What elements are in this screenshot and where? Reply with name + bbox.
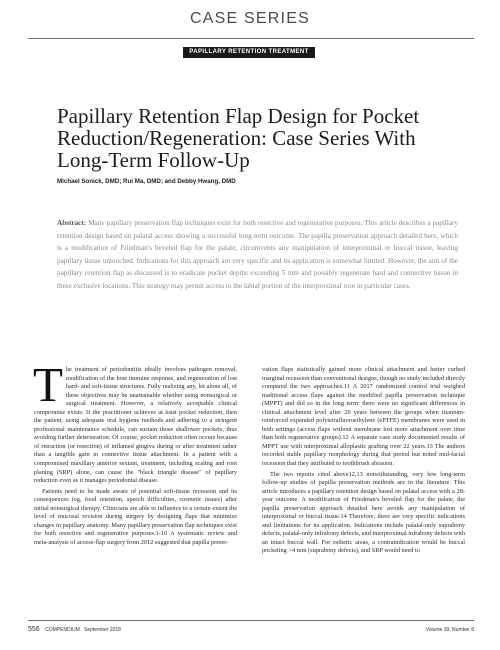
volume-number: Volume 39, Number 8 bbox=[425, 627, 474, 633]
body-paragraph: The two reports cited above12,13 notwithstanding, very few long-term follow-up studies of papilla preservation methods are in the literature. This article introduces a papillary retention design based on palatal access with a 28-year outcome. A modification of Friedman's beveled flap for the palate, the papilla preservation approach detailed here avoids any manipulation of interproximal or buccal tissue.14 Therefore, there are very specific indications and limitations for its application. Indications include palatal-only suprabony defects, palatal-only infrabony defects, and interproximal infrabony defects with an intact buccal wall. For esthetic areas, a contraindication would be buccal pocketing >4 mm (suprabony defects), and SRP would need to bbox=[262, 470, 465, 555]
journal-name: COMPENDIUM bbox=[45, 627, 80, 633]
footer-rule bbox=[28, 620, 474, 621]
page-number: 556 bbox=[28, 626, 40, 633]
body-paragraph bbox=[33, 357, 237, 486]
page-footer bbox=[28, 624, 474, 636]
header-rule bbox=[28, 38, 474, 39]
article-authors: Michael Sonick, DMD; Rui Ma, DMD; and Debby Hwang, DMD bbox=[57, 178, 236, 185]
article-title: Papillary Retention Flap Design for Pocket Reduction/Regeneration: Case Series With Long-Term Follow-Up bbox=[57, 104, 420, 172]
case-series-label: CASE SERIES bbox=[190, 10, 310, 27]
section-bar: PAPILLARY RETENTION TREATMENT bbox=[183, 47, 315, 58]
body-column-right bbox=[262, 366, 465, 558]
abstract-label: Abstract: bbox=[57, 219, 87, 227]
issue-date: September 2018 bbox=[83, 627, 121, 633]
body-text: he treatment of periodontitis ideally involves pathogen removal, modification of the host immune response, and regeneration of lost hard- and soft-tissue structures. Fully realizing any, let alone all, of these objectives may be unattainable whether using nonsurgical or surgical treatment. However, a relatively acceptable clinical compromise exists: If the practitioner achieves at least pocket reduction, then the patient, using adequate oral hygiene methods and adhering to a stringent professional maintenance schedule, can sustain those shallower pockets, thus avoiding further deterioration. Of course, pocket reduction often occurs because of retraction (or resection) of inflamed gingiva during or after treatment rather than a tangible gain in connective tissue attachment. In a patient with a compromised maxillary anterior sextant, treatment, including scaling and root planing (SRP) alone, can cause the "black triangle disease" of papillary reduction even as it manages periodontal disease. bbox=[34, 366, 237, 485]
body-paragraph: vation flaps statistically gained more clinical attachment and better curbed marginal recession than conventional designs, though no study included directly compared the two approaches.11 A 2017 randomized control trial weighed traditional access flaps against the modified papilla preservation technique (MPPT) and did so in the long term: there were no significant differences in clinical attachment level after 20 years between the groups when titanium-reinforced expanded polytetrafluoroethylene (ePTFE) membranes were used in both settings (access flaps without membrane lost more attachment over time than both regenerative groups).12 A separate case study documented results of MPPT use with interproximal alloplastic grafting over 22 years.13 The authors recorded stable papillary morphology during that period but noted mid-facial recession that they attributed to toothbrush abrasion. bbox=[262, 366, 465, 468]
body-column-left bbox=[33, 357, 237, 549]
abstract-text: Many papillary preservation flap techniques exist for both resective and regenerative purposes. This article describes a papillary retention design based on palatal access showing a successful long-term outcome. The papilla preservation approach detailed here, which is a modification of Friedman's beveled flap for the palate, circumvents any manipulation of interproximal or buccal tissue, leaving papillary tissue untouched. Indications for this approach are very specific and its application is somewhat limited. However, the aim of the papillary retention flap as discussed is to eradicate pocket depths exceeding 5 mm and possibly regenerate hard and connective tissue in these exclusive locations. This strategy may permit access to the labial portion of the interproximal root in particular cases. bbox=[57, 219, 459, 290]
drop-cap: T bbox=[33, 357, 63, 412]
abstract bbox=[57, 217, 458, 292]
body-paragraph: Patients need to be made aware of potential soft-tissue recession and its consequences (eg, food retention, speech difficulties, cosmetic issues) after initial nonsurgical therapy. Clinicians are able to influence to a certain extent the level of mucosal revision during surgery by designing flaps that minimize changes in papillary anatomy. Many papillary preservation flap techniques exist for both resective and regenerative purposes.1-10 A systematic review and meta-analysis of access-flap surgery from 2012 suggested that papilla preser- bbox=[34, 487, 237, 546]
